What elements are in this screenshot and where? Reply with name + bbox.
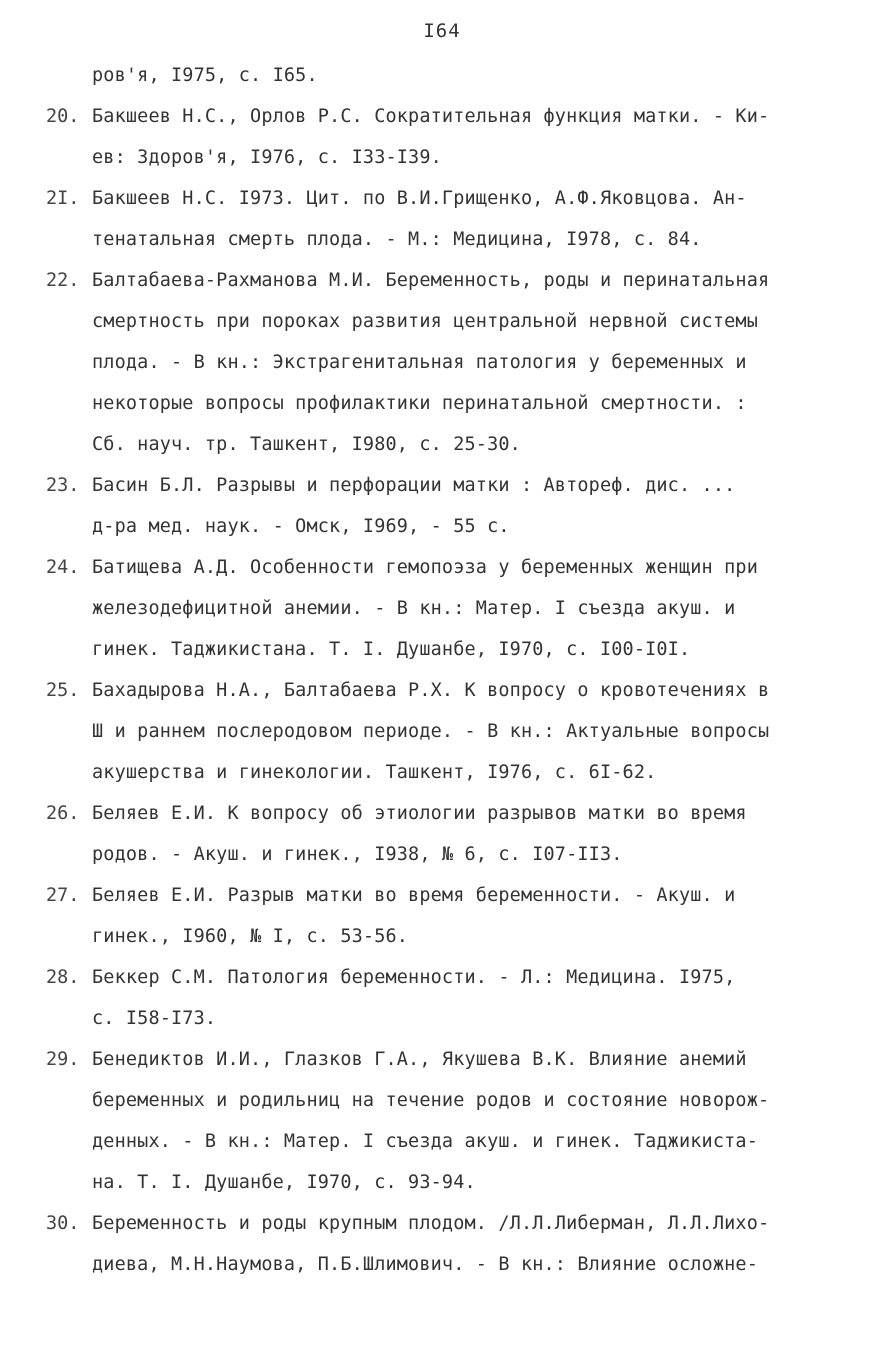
- reference-text-line: плода. - В кн.: Экстрагенитальная патология у беременных и: [92, 352, 747, 373]
- reference-text-first-line: Балтабаева-Рахманова М.И. Беременность, роды и перинатальная: [92, 270, 770, 291]
- reference-text-line: с. I58-I73.: [92, 1008, 217, 1029]
- reference-text-first-line: Беременность и роды крупным плодом. /Л.Л.Либерман, Л.Л.Лихо-: [92, 1213, 770, 1234]
- reference-text-line: д-ра мед. наук. - Омск, I969, - 55 с.: [92, 516, 510, 537]
- reference-text-line: акушерства и гинекологии. Ташкент, I976, с. 6I-62.: [92, 762, 657, 783]
- reference-text-line: родов. - Акуш. и гинек., I938, № 6, с. I07-II3.: [92, 844, 623, 865]
- reference-text-line: железодефицитной анемии. - В кн.: Матер. I съезда акуш. и: [92, 598, 736, 619]
- reference-text-line: беременных и родильниц на течение родов и состояние новорож-: [92, 1090, 770, 1111]
- reference-number: 30.: [46, 1213, 80, 1234]
- reference-text-first-line: Беккер С.М. Патология беременности. - Л.: Медицина. I975,: [92, 967, 736, 988]
- reference-text-first-line: Батищева А.Д. Особенности гемопоэза у беременных женщин при: [92, 557, 758, 578]
- reference-text-first-line: Бенедиктов И.И., Глазков Г.А., Якушева В.К. Влияние анемий: [92, 1049, 747, 1070]
- reference-number: 22.: [46, 270, 80, 291]
- reference-number: 25.: [46, 680, 80, 701]
- reference-text-line: на. Т. I. Душанбе, I970, с. 93-94.: [92, 1172, 476, 1193]
- reference-number: 28.: [46, 967, 80, 988]
- reference-number: 24.: [46, 557, 80, 578]
- reference-text-first-line: Беляев Е.И. Разрыв матки во время беременности. - Акуш. и: [92, 885, 736, 906]
- continuation-line: ров'я, I975, с. I65.: [92, 65, 318, 86]
- reference-text-line: ев: Здоров'я, I976, с. I33-I39.: [92, 147, 442, 168]
- reference-text-line: диева, М.Н.Наумова, П.Б.Шлимович. - В кн.: Влияние осложне-: [92, 1254, 758, 1275]
- reference-text-first-line: Бакшеев Н.С., Орлов Р.С. Сократительная функция матки. - Ки-: [92, 106, 770, 127]
- reference-text-first-line: Басин Б.Л. Разрывы и перфорации матки : Автореф. дис. ...: [92, 475, 736, 496]
- reference-text-line: денных. - В кн.: Матер. I съезда акуш. и гинек. Таджикиста-: [92, 1131, 758, 1152]
- reference-text-line: Сб. науч. тр. Ташкент, I980, с. 25-30.: [92, 434, 521, 455]
- reference-text-first-line: Бахадырова Н.А., Балтабаева Р.Х. К вопросу о кровотечениях в: [92, 680, 770, 701]
- reference-number: 26.: [46, 803, 80, 824]
- reference-number: 27.: [46, 885, 80, 906]
- reference-text-first-line: Беляев Е.И. К вопросу об этиологии разрывов матки во время: [92, 803, 747, 824]
- reference-text-line: некоторые вопросы профилактики перинатальной смертности. :: [92, 393, 747, 414]
- reference-text-line: тенатальная смерть плода. - М.: Медицина, I978, с. 84.: [92, 229, 702, 250]
- reference-number: 20.: [46, 106, 80, 127]
- reference-text-line: гинек. Таджикистана. Т. I. Душанбе, I970, с. I00-I0I.: [92, 639, 691, 660]
- reference-text-line: смертность при пороках развития центральной нервной системы: [92, 311, 758, 332]
- reference-number: 23.: [46, 475, 80, 496]
- reference-text-line: Ш и раннем послеродовом периоде. - В кн.: Актуальные вопросы: [92, 721, 770, 742]
- reference-number: 29.: [46, 1049, 80, 1070]
- page-number: I64: [423, 20, 461, 42]
- reference-number: 2I.: [46, 188, 80, 209]
- reference-text-line: гинек., I960, № I, с. 53-56.: [92, 926, 409, 947]
- reference-text-first-line: Бакшеев Н.С. I973. Цит. по В.И.Грищенко, А.Ф.Яковцова. Ан-: [92, 188, 747, 209]
